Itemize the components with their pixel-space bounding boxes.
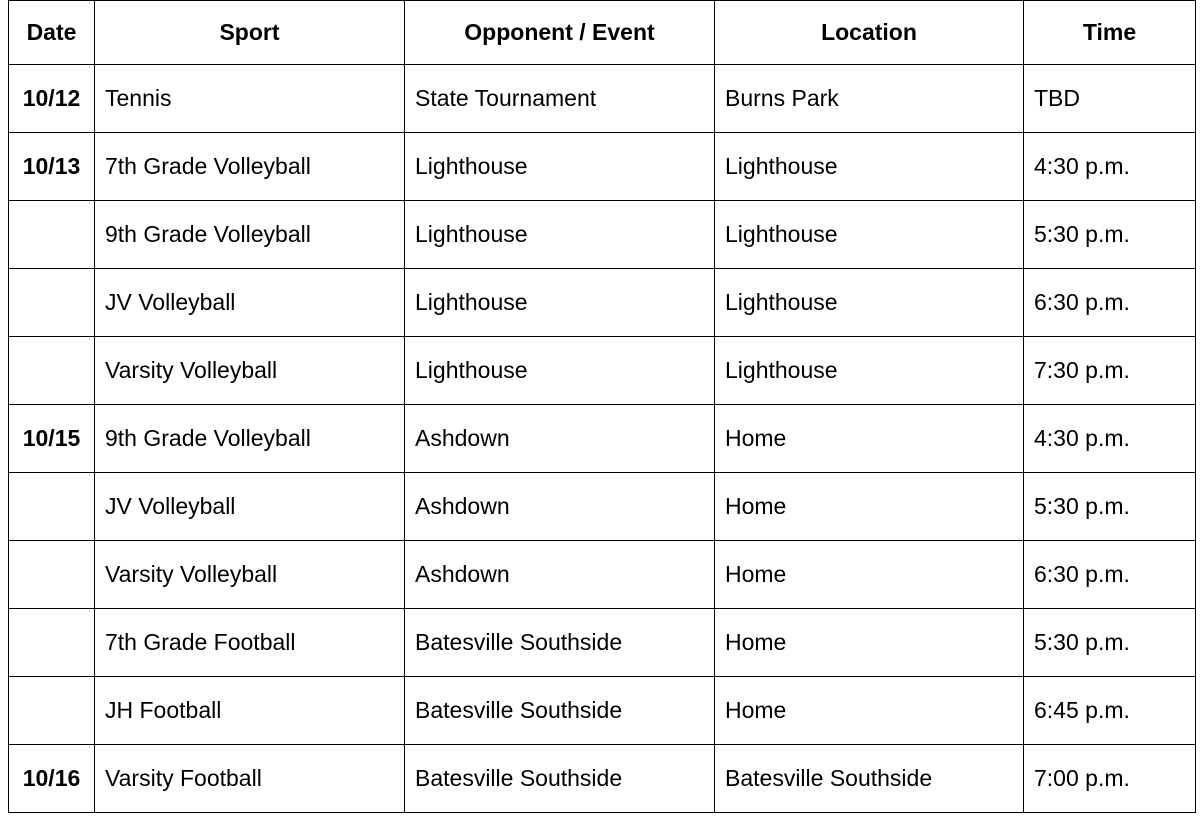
table-row bbox=[9, 677, 1196, 745]
opponent-cell: Ashdown bbox=[405, 405, 715, 473]
location-cell: Burns Park bbox=[715, 65, 1024, 133]
opponent-cell: Batesville Southside bbox=[405, 745, 715, 813]
sport-cell: 7th Grade Volleyball bbox=[95, 133, 405, 201]
opponent-cell: Ashdown bbox=[405, 473, 715, 541]
time-cell: 5:30 p.m. bbox=[1024, 609, 1196, 677]
location-cell: Batesville Southside bbox=[715, 745, 1024, 813]
date-cell bbox=[9, 541, 95, 609]
opponent-cell: Lighthouse bbox=[405, 201, 715, 269]
opponent-cell: Batesville Southside bbox=[405, 677, 715, 745]
table-body bbox=[9, 65, 1196, 813]
date-cell bbox=[9, 269, 95, 337]
table-row bbox=[9, 65, 1196, 133]
time-cell: 6:30 p.m. bbox=[1024, 269, 1196, 337]
sport-cell: JV Volleyball bbox=[95, 269, 405, 337]
location-cell: Lighthouse bbox=[715, 337, 1024, 405]
time-cell: 7:30 p.m. bbox=[1024, 337, 1196, 405]
opponent-cell: Lighthouse bbox=[405, 269, 715, 337]
sport-cell: JH Football bbox=[95, 677, 405, 745]
date-cell: 10/12 bbox=[9, 65, 95, 133]
header-time: Time bbox=[1024, 1, 1196, 65]
sport-cell: Tennis bbox=[95, 65, 405, 133]
time-cell: 4:30 p.m. bbox=[1024, 133, 1196, 201]
table-row bbox=[9, 269, 1196, 337]
header-opponent-event: Opponent / Event bbox=[405, 1, 715, 65]
opponent-cell: Lighthouse bbox=[405, 133, 715, 201]
location-cell: Home bbox=[715, 541, 1024, 609]
location-cell: Lighthouse bbox=[715, 133, 1024, 201]
location-cell: Home bbox=[715, 473, 1024, 541]
sport-cell: Varsity Football bbox=[95, 745, 405, 813]
time-cell: 4:30 p.m. bbox=[1024, 405, 1196, 473]
table-row bbox=[9, 541, 1196, 609]
date-cell: 10/15 bbox=[9, 405, 95, 473]
header-row bbox=[9, 1, 1196, 65]
date-cell bbox=[9, 337, 95, 405]
table-row bbox=[9, 201, 1196, 269]
time-cell: 5:30 p.m. bbox=[1024, 201, 1196, 269]
location-cell: Home bbox=[715, 405, 1024, 473]
table-row bbox=[9, 473, 1196, 541]
time-cell: 6:30 p.m. bbox=[1024, 541, 1196, 609]
location-cell: Home bbox=[715, 677, 1024, 745]
table-header bbox=[9, 1, 1196, 65]
date-cell bbox=[9, 677, 95, 745]
date-cell bbox=[9, 201, 95, 269]
opponent-cell: Lighthouse bbox=[405, 337, 715, 405]
table-row bbox=[9, 405, 1196, 473]
table-row bbox=[9, 609, 1196, 677]
table-row bbox=[9, 133, 1196, 201]
table-row bbox=[9, 745, 1196, 813]
time-cell: 6:45 p.m. bbox=[1024, 677, 1196, 745]
date-cell bbox=[9, 473, 95, 541]
opponent-cell: Batesville Southside bbox=[405, 609, 715, 677]
time-cell: 5:30 p.m. bbox=[1024, 473, 1196, 541]
schedule-table bbox=[8, 0, 1196, 813]
sport-cell: JV Volleyball bbox=[95, 473, 405, 541]
date-cell bbox=[9, 609, 95, 677]
sport-cell: 7th Grade Football bbox=[95, 609, 405, 677]
table-row bbox=[9, 337, 1196, 405]
time-cell: TBD bbox=[1024, 65, 1196, 133]
location-cell: Home bbox=[715, 609, 1024, 677]
date-cell: 10/16 bbox=[9, 745, 95, 813]
opponent-cell: State Tournament bbox=[405, 65, 715, 133]
sport-cell: Varsity Volleyball bbox=[95, 337, 405, 405]
sport-cell: 9th Grade Volleyball bbox=[95, 405, 405, 473]
location-cell: Lighthouse bbox=[715, 201, 1024, 269]
sport-cell: Varsity Volleyball bbox=[95, 541, 405, 609]
location-cell: Lighthouse bbox=[715, 269, 1024, 337]
date-cell: 10/13 bbox=[9, 133, 95, 201]
header-location: Location bbox=[715, 1, 1024, 65]
header-date: Date bbox=[9, 1, 95, 65]
sport-cell: 9th Grade Volleyball bbox=[95, 201, 405, 269]
header-sport: Sport bbox=[95, 1, 405, 65]
opponent-cell: Ashdown bbox=[405, 541, 715, 609]
time-cell: 7:00 p.m. bbox=[1024, 745, 1196, 813]
